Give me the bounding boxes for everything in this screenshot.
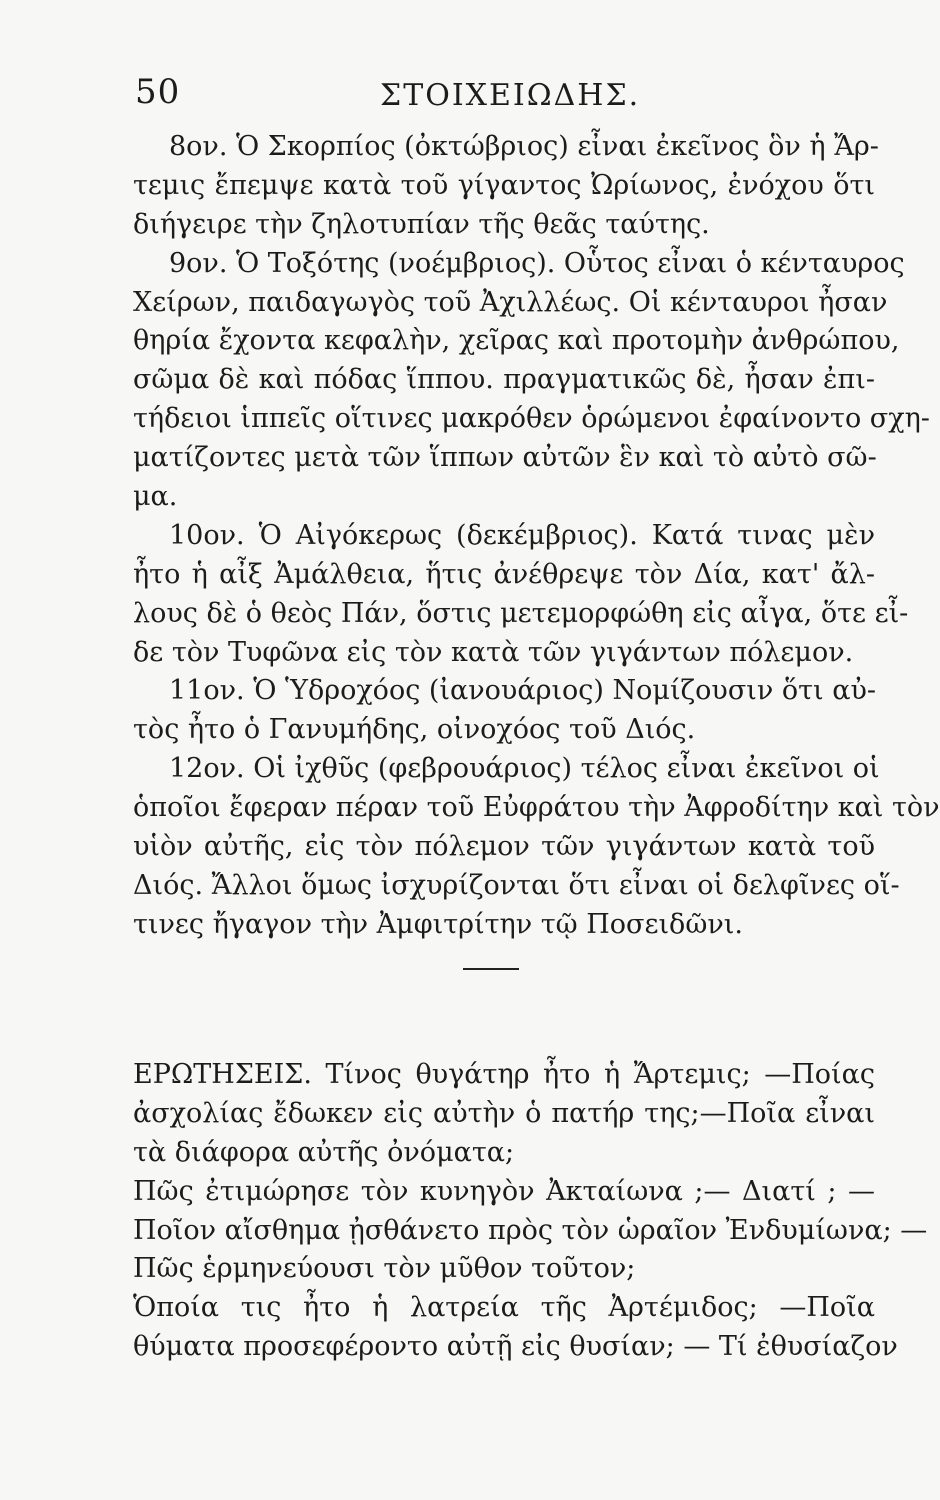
question-line: Πῶς ἐτιμώρησε τὸν κυνηγὸν Ἀκταίωνα ;— Διατί ; — <box>133 1175 875 1207</box>
text-line: λους δὲ ὁ θεὸς Πάν, ὅστις μετεμορφώθη εἰς αἶγα, ὅτε εἶ- <box>133 597 909 629</box>
text-line: διήγειρε τὴν ζηλοτυπίαν τῆς θεᾶς ταύτης. <box>133 208 710 240</box>
text-line: μα. <box>133 481 178 513</box>
text-line: ματίζοντες μετὰ τῶν ἵππων αὐτῶν ἓν καὶ τὸ αὐτὸ σῶ- <box>133 442 877 474</box>
text-line: τήδειοι ἱππεῖς οἵτινες μακρόθεν ὁρώμενοι ἐφαίνοντο σχη- <box>133 403 930 435</box>
text-line: σῶμα δὲ καὶ πόδας ἵππου. πραγματικῶς δὲ, ἦσαν ἐπι- <box>133 364 875 396</box>
text-line: θηρία ἔχοντα κεφαλὴν, χεῖρας καὶ προτομὴν ἀνθρώπου, <box>133 325 900 357</box>
question-line: Ποῖον αἴσθημα ᾐσθάνετο πρὸς τὸν ὡραῖον Ἐνδυμίωνα; — <box>133 1214 928 1246</box>
question-line: Πῶς ἑρμηνεύουσι τὸν μῦθον τοῦτον; <box>133 1253 636 1285</box>
section-divider <box>463 968 519 970</box>
text-line: ὁποῖοι ἔφεραν πέραν τοῦ Εὐφράτου τὴν Ἀφροδίτην καὶ τὸν <box>133 792 940 824</box>
text-line: 11ον. Ὁ Ὑδροχόος (ἰανουάριος) Νομίζουσιν ὅτι αὐ- <box>169 675 876 707</box>
running-head <box>135 72 875 112</box>
body-text <box>133 128 940 945</box>
running-title: ΣΤΟΙΧΕΙΩΔΗΣ. <box>380 78 641 113</box>
question-line: ΕΡΩΤΗΣΕΙΣ. Τίνος θυγάτηρ ἦτο ἡ Ἄρτεμις; —Ποίας <box>133 1059 875 1090</box>
question-line: Ὁποία τις ἦτο ἡ λατρεία τῆς Ἀρτέμιδος; —Ποῖα <box>133 1292 875 1324</box>
text-line: 8ον. Ὁ Σκορπίος (ὀκτώβριος) εἶναι ἐκεῖνος ὃν ἡ Ἄρ- <box>169 131 879 162</box>
text-line: Χείρων, παιδαγωγὸς τοῦ Ἀχιλλέως. Οἱ κένταυροι ἦσαν <box>133 286 888 318</box>
text-line: υἱὸν αὐτῆς, εἰς τὸν πόλεμον τῶν γιγάντων κατὰ τοῦ <box>133 831 875 863</box>
text-line: Διός. Ἄλλοι ὅμως ἰσχυρίζονται ὅτι εἶναι οἱ δελφῖνες οἵ- <box>133 869 900 901</box>
text-line: δε τὸν Τυφῶνα εἰς τὸν κατὰ τῶν γιγάντων πόλεμον. <box>133 636 854 668</box>
text-line: τὸς ἦτο ὁ Γανυμήδης, οἰνοχόος τοῦ Διός. <box>133 714 696 746</box>
question-line: ἀσχολίας ἔδωκεν εἰς αὐτὴν ὁ πατήρ της;—Ποῖα εἶναι <box>133 1097 875 1129</box>
text-line: 10ον. Ὁ Αἰγόκερως (δεκέμβριος). Κατά τινας μὲν <box>169 519 875 551</box>
question-line: τὰ διάφορα αὐτῆς ὀνόματα; <box>133 1136 515 1168</box>
text-line: τινες ἤγαγον τὴν Ἀμφιτρίτην τῷ Ποσειδῶνι. <box>133 908 743 940</box>
text-line: ἦτο ἡ αἶξ Ἀμάλθεια, ἥτις ἀνέθρεψε τὸν Δία, κατ' ἄλ- <box>133 558 875 590</box>
page-number: 50 <box>135 72 181 112</box>
text-line: 9ον. Ὁ Τοξότης (νοέμβριος). Οὗτος εἶναι ὁ κένταυρος <box>169 247 905 279</box>
text-line: 12ον. Οἱ ἰχθῦς (φεβρουάριος) τέλος εἶναι ἐκεῖνοι οἱ <box>169 753 880 785</box>
question-line: θύματα προσεφέροντο αὐτῇ εἰς θυσίαν; — Τί ἐθυσίαζον <box>133 1331 898 1363</box>
text-line: τεμις ἔπεμψε κατὰ τοῦ γίγαντος Ὠρίωνος, ἐνόχου ὅτι <box>133 169 875 201</box>
questions-section <box>133 1056 928 1367</box>
